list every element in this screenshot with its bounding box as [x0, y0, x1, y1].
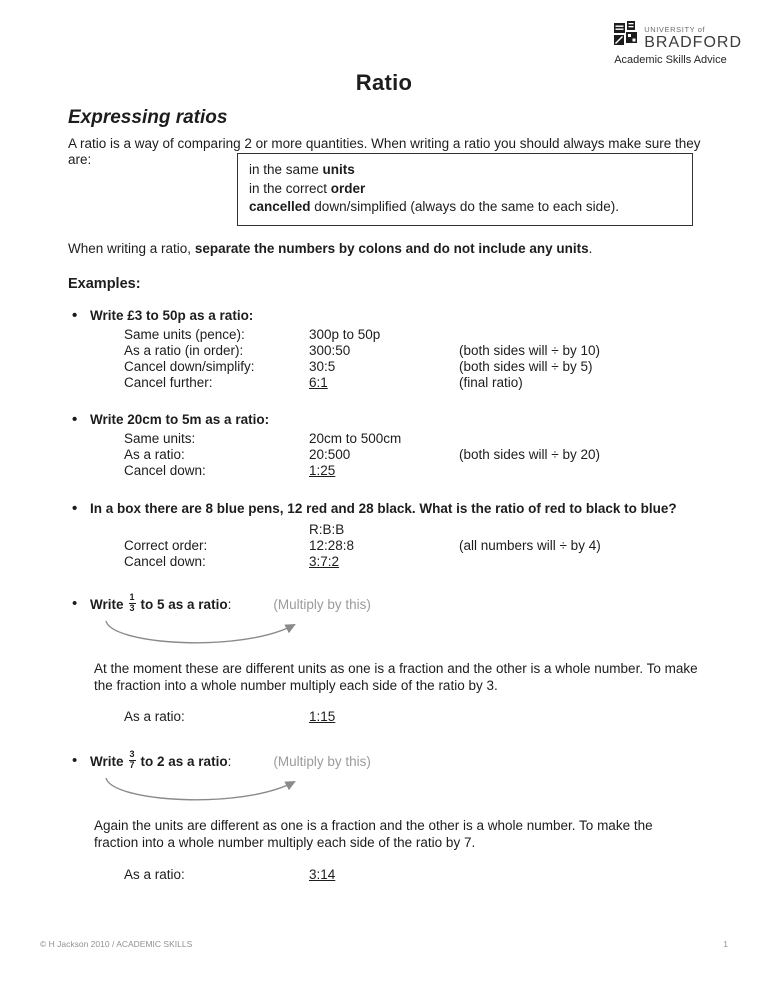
result-value: 1:15 [309, 709, 336, 725]
example-block-1 [72, 308, 702, 391]
multiply-annotation: (Multiply by this) [273, 754, 371, 770]
step-note: (both sides will ÷ by 10) [459, 343, 600, 359]
step-note [459, 431, 702, 447]
university-logo [614, 20, 742, 66]
example-step-row [72, 463, 702, 479]
multiply-annotation: (Multiply by this) [273, 596, 371, 612]
example-heading: • Write £3 to 50p as a ratio: [72, 308, 690, 325]
step-label: Same units: [124, 431, 196, 447]
example-block-5 [72, 751, 702, 882]
heading-colon: : [227, 754, 232, 770]
fraction [129, 593, 136, 614]
intro-paragraph: A ratio is a way of comparing 2 or more quantities. When writing a ratio you should always make sure they are: [68, 136, 701, 168]
examples-heading: Examples: [68, 276, 141, 293]
example-heading-fraction [72, 751, 702, 772]
step-value: 300p to 50p [309, 327, 381, 343]
result-label: As a ratio: [124, 709, 185, 725]
step-value: 300:50 [309, 343, 351, 359]
rule-line [249, 180, 681, 199]
rules-box [237, 153, 693, 226]
colon-note [68, 241, 702, 257]
rule-text: in the same [249, 161, 323, 177]
step-label: Cancel down: [124, 553, 206, 569]
step-label: Same units (pence): [124, 327, 245, 343]
section-heading: Expressing ratios [68, 107, 228, 128]
fraction-numerator: 1 [129, 591, 135, 602]
rule-keyword: order [330, 180, 366, 196]
example-step-row [72, 554, 702, 570]
step-label: Cancel down/simplify: [124, 359, 255, 375]
heading-colon: : [227, 596, 232, 612]
step-label: Cancel further: [124, 375, 213, 391]
fraction-numerator: 3 [129, 749, 135, 760]
step-note [459, 463, 702, 479]
step-note: (all numbers will ÷ by 4) [459, 537, 601, 553]
step-note [459, 554, 702, 570]
multiply-arrow-icon [96, 772, 702, 808]
logo-subtitle: Academic Skills Advice [614, 54, 727, 66]
fraction [129, 750, 136, 771]
example-step-row [72, 375, 702, 391]
example-heading: • Write 20cm to 5m as a ratio: [72, 412, 690, 429]
step-label: Cancel down: [124, 463, 206, 479]
rule-text: down/simplified (always do the same to each side). [310, 199, 619, 215]
result-label: As a ratio: [124, 866, 185, 882]
example-step-row [72, 447, 702, 463]
bradford-logo-icon [614, 20, 638, 51]
logo-university-line: UNIVERSITY of [644, 24, 706, 34]
example-step-row [72, 522, 702, 538]
rule-line [249, 198, 681, 217]
step-value-final: 6:1 [309, 375, 328, 391]
heading-suffix: to 2 as a ratio [140, 754, 228, 770]
example-block-2 [72, 412, 702, 479]
note-text: When writing a ratio, [68, 240, 195, 256]
result-row [72, 867, 702, 883]
fraction-denominator: 3 [129, 602, 135, 613]
example-step-row [72, 327, 702, 343]
step-value: R:B:B [309, 521, 345, 537]
example-step-row [72, 343, 702, 359]
example-step-row [72, 431, 702, 447]
example-heading-fraction [72, 591, 702, 615]
fraction-denominator: 7 [129, 760, 135, 771]
example-explanation: At the moment these are different units as one is a fraction and the other is a whole number. To make the fraction into a whole number multiply each side of the ratio by 3. [94, 660, 698, 693]
step-value-final: 3:7:2 [309, 553, 340, 569]
example-explanation: Again the units are different as one is a fraction and the other is a whole number. To make the fraction into a whole number multiply each side of the ratio by 7. [94, 818, 653, 851]
step-label: As a ratio: [124, 447, 185, 463]
rule-keyword: cancelled [249, 199, 311, 215]
rule-text: in the correct [249, 180, 331, 196]
step-label [124, 522, 309, 538]
heading-prefix: • Write [90, 596, 124, 612]
page-footer [40, 939, 728, 949]
heading-prefix: • Write [90, 754, 124, 770]
step-note [459, 522, 702, 538]
result-value: 3:14 [309, 866, 336, 882]
step-note: (final ratio) [459, 375, 523, 391]
note-text: . [588, 240, 593, 256]
step-value-final: 1:25 [309, 463, 336, 479]
example-block-4 [72, 591, 702, 725]
step-label: Correct order: [124, 537, 208, 553]
rule-line [249, 161, 681, 180]
page-number: 1 [723, 939, 728, 949]
step-value: 20cm to 500cm [309, 431, 402, 447]
example-step-row [72, 538, 702, 554]
heading-suffix: to 5 as a ratio [140, 596, 228, 612]
example-step-row [72, 359, 702, 375]
page-title: Ratio [355, 70, 413, 95]
rule-keyword: units [322, 161, 355, 177]
multiply-arrow-icon [96, 615, 702, 651]
result-row [72, 709, 702, 725]
step-label: As a ratio (in order): [124, 343, 244, 359]
step-value: 30:5 [309, 359, 336, 375]
copyright-text: © H Jackson 2010 / ACADEMIC SKILLS [40, 939, 193, 949]
note-bold-text: separate the numbers by colons and do not include any units [194, 240, 589, 256]
step-value: 20:500 [309, 447, 351, 463]
example-heading: • In a box there are 8 blue pens, 12 red and 28 black. What is the ratio of red to black to blue? [72, 501, 690, 518]
step-value: 12:28:8 [309, 537, 355, 553]
step-note: (both sides will ÷ by 20) [459, 447, 600, 463]
logo-university-name: BRADFORD [644, 34, 742, 51]
step-note: (both sides will ÷ by 5) [459, 359, 593, 375]
example-block-3 [72, 501, 702, 570]
step-note [459, 327, 702, 343]
